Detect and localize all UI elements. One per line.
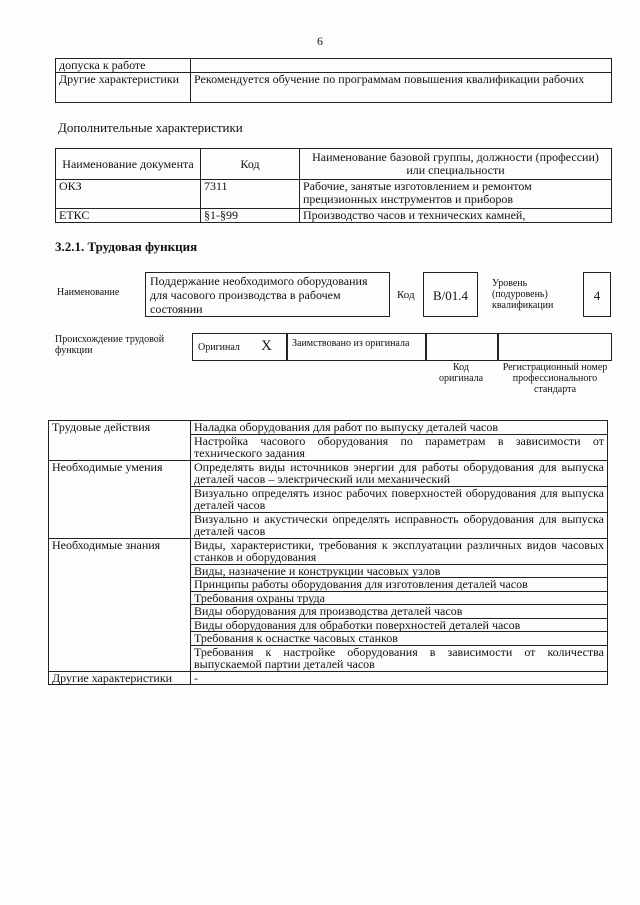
reg-number-cell [498,333,612,361]
table-row [49,564,608,578]
table-cell: Виды, характеристики, требования к эксплуатации различных видов часовых станков и оборудования [191,538,608,564]
table-row [56,73,612,103]
borrowed-label: Заимствовано из оригинала [292,338,410,349]
origin-code-cell [426,333,498,361]
table-row [49,605,608,619]
table-row [49,421,608,435]
table-row [49,538,608,564]
additional-table [55,148,612,223]
table-row [49,434,608,460]
table-cell: Визуально определять износ рабочих поверхностей оборудования для выпуска деталей часов [191,486,608,512]
table-header-row [56,149,612,180]
table-cell: Определять виды источников энергии для работы оборудования для выпуска деталей часов – электрический или механический [191,460,608,486]
level-label: Уровень (подуровень) квалификации [492,278,554,311]
table-row [49,460,608,486]
table-cell: Наладка оборудования для работ по выпуску деталей часов [191,421,608,435]
page-number: 6 [317,34,323,48]
table-cell: §1-§99 [201,209,300,223]
group-label: Необходимые умения [49,460,191,486]
table-cell: Виды оборудования для обработки поверхностей деталей часов [191,618,608,632]
reg-number-label: Регистрационный номер профессионального стандарта [502,362,608,395]
function-name: Поддержание необходимого оборудования для часового производства в рабочем состоянии [145,272,390,317]
table-cell: Визуально и акустически определять исправность оборудования для выпуска деталей часов [191,512,608,538]
code-value: B/01.4 [423,272,478,317]
header-cell: Наименование базовой группы, должности (профессии) или специальности [300,149,612,180]
table-cell: - [191,671,608,685]
group-label: Необходимые знания [49,538,191,564]
table-row [49,645,608,671]
table-row [49,632,608,646]
header-cell: Код [201,149,300,180]
table-cell: Виды оборудования для производства деталей часов [191,605,608,619]
table-cell: Рекомендуется обучение по программам повышения квалификации рабочих [191,73,612,103]
origin-code-label: Код оригинала [438,362,484,384]
table-row [49,591,608,605]
table-cell: допуска к работе [56,59,191,73]
table-row [49,618,608,632]
table-cell: Рабочие, занятые изготовлением и ремонтом прецизионных инструментов и приборов [300,180,612,209]
group-label: Другие характеристики [49,671,191,685]
table-cell: 7311 [201,180,300,209]
original-mark: X [261,338,272,354]
table-cell: Производство часов и технических камней, [300,209,612,223]
table-cell: ОКЗ [56,180,201,209]
code-label: Код [397,289,415,301]
group-label: Трудовые действия [49,421,191,435]
table-row [56,180,612,209]
borrowed-cell [287,333,426,361]
top-table [55,58,612,103]
name-label: Наименование [57,287,120,298]
original-label: Оригинал [198,342,240,353]
table-cell: Требования охраны труда [191,591,608,605]
table-cell: Принципы работы оборудования для изготовления деталей часов [191,578,608,592]
table-cell: Требования к настройке оборудования в зависимости от количества выпускаемой партии деталей часов [191,645,608,671]
table-row [49,671,608,685]
table-cell: Требования к оснастке часовых станков [191,632,608,646]
table-row [56,59,612,73]
function-heading: 3.2.1. Трудовая функция [55,239,198,254]
table-cell [191,59,612,73]
table-cell: Виды, назначение и конструкции часовых узлов [191,564,608,578]
level-value: 4 [583,272,611,317]
header-cell: Наименование документа [56,149,201,180]
table-cell: Настройка часового оборудования по параметрам в зависимости от технического задания [191,434,608,460]
table-row [49,486,608,512]
original-cell [192,333,287,361]
origin-label: Происхождение трудовой функции [55,334,165,356]
table-row [49,512,608,538]
table-row [56,209,612,223]
section-title: Дополнительные характеристики [58,120,243,135]
table-cell: ЕТКС [56,209,201,223]
table-cell: Другие характеристики [56,73,191,103]
table-row [49,578,608,592]
details-table [48,420,608,685]
